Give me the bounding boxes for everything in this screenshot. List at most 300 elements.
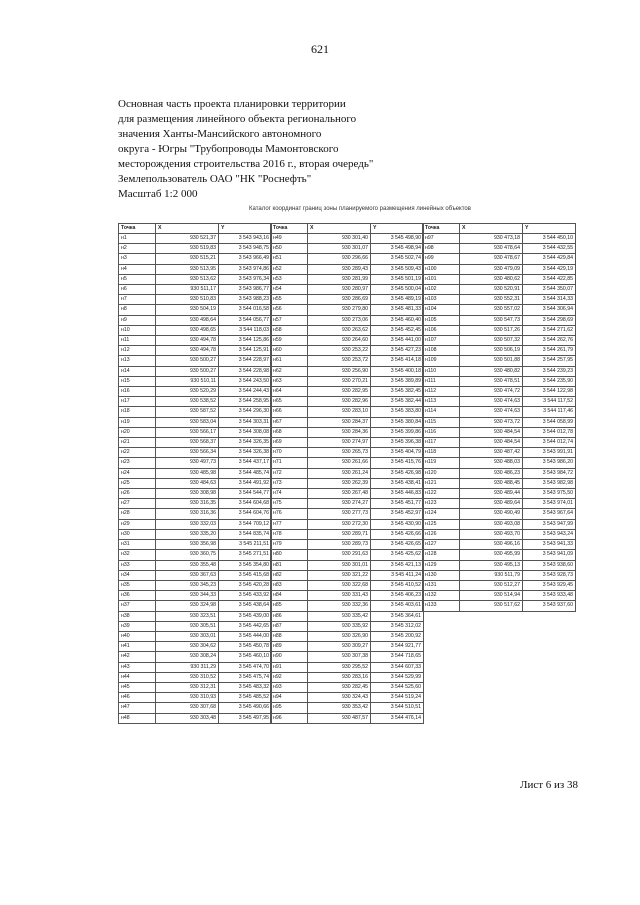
y-cell: 3 545 383,80 xyxy=(371,407,424,417)
x-cell: 930 513,95 xyxy=(156,264,219,274)
y-cell: 3 543 937,60 xyxy=(523,601,576,611)
point-cell: н1 xyxy=(119,234,156,244)
x-cell: 930 511,17 xyxy=(156,285,219,295)
x-cell: 930 261,24 xyxy=(308,468,371,478)
y-cell: 3 544 056,77 xyxy=(219,315,272,325)
x-cell: 930 301,07 xyxy=(308,244,371,254)
table-row xyxy=(119,662,272,672)
table-row xyxy=(271,519,424,529)
y-cell: 3 545 200,92 xyxy=(371,631,424,641)
table-row xyxy=(423,509,576,519)
table-row xyxy=(423,560,576,570)
x-cell: 930 512,27 xyxy=(460,580,523,590)
point-cell: н39 xyxy=(119,621,156,631)
y-cell: 3 544 476,14 xyxy=(371,713,424,723)
point-cell: н4 xyxy=(119,264,156,274)
point-cell: н21 xyxy=(119,438,156,448)
x-cell: 930 267,48 xyxy=(308,489,371,499)
point-cell: н3 xyxy=(119,254,156,264)
table-row xyxy=(271,652,424,662)
header-line: Масштаб 1:2 000 xyxy=(118,188,198,200)
x-cell: 930 517,26 xyxy=(460,325,523,335)
x-cell: 930 497,73 xyxy=(156,458,219,468)
point-cell: н97 xyxy=(423,234,460,244)
point-cell: н111 xyxy=(423,376,460,386)
y-cell: 3 543 986,77 xyxy=(219,285,272,295)
table-row xyxy=(119,550,272,560)
point-cell: н131 xyxy=(423,580,460,590)
coordinate-table-1 xyxy=(118,223,272,724)
point-cell: н96 xyxy=(271,713,308,723)
point-cell: н55 xyxy=(271,295,308,305)
table-row xyxy=(119,458,272,468)
y-cell: 3 544 058,99 xyxy=(523,417,576,427)
column-header-x: X xyxy=(156,224,219,234)
point-cell: н105 xyxy=(423,315,460,325)
y-cell: 3 544 604,68 xyxy=(219,499,272,509)
point-cell: н9 xyxy=(119,315,156,325)
x-cell: 930 498,65 xyxy=(156,325,219,335)
table-row xyxy=(119,570,272,580)
y-cell: 3 545 460,40 xyxy=(371,315,424,325)
point-cell: н103 xyxy=(423,295,460,305)
y-cell: 3 544 308,08 xyxy=(219,427,272,437)
y-cell: 3 545 382,44 xyxy=(371,397,424,407)
point-cell: н5 xyxy=(119,274,156,284)
x-cell: 930 552,31 xyxy=(460,295,523,305)
coordinate-table-3 xyxy=(422,223,576,612)
table-row xyxy=(119,234,272,244)
table-row xyxy=(119,540,272,550)
x-cell: 930 277,73 xyxy=(308,509,371,519)
y-cell: 3 545 426,65 xyxy=(371,540,424,550)
table-row xyxy=(423,407,576,417)
point-cell: н38 xyxy=(119,611,156,621)
x-cell: 930 484,63 xyxy=(156,478,219,488)
y-cell: 3 544 544,77 xyxy=(219,489,272,499)
x-cell: 930 321,22 xyxy=(308,570,371,580)
table-row xyxy=(423,295,576,305)
x-cell: 930 270,21 xyxy=(308,376,371,386)
y-cell: 3 543 982,98 xyxy=(523,478,576,488)
y-cell: 3 545 451,77 xyxy=(371,499,424,509)
table-row xyxy=(119,305,272,315)
point-cell: н121 xyxy=(423,478,460,488)
table-row xyxy=(423,285,576,295)
x-cell: 930 289,73 xyxy=(308,540,371,550)
point-cell: н11 xyxy=(119,336,156,346)
column-header-x: X xyxy=(460,224,523,234)
x-cell: 930 289,71 xyxy=(308,529,371,539)
y-cell: 3 545 399,86 xyxy=(371,427,424,437)
point-cell: н47 xyxy=(119,703,156,713)
y-cell: 3 545 430,90 xyxy=(371,519,424,529)
header-line: для размещения линейного объекта регионального xyxy=(118,113,357,125)
y-cell: 3 545 439,00 xyxy=(219,611,272,621)
x-cell: 930 284,36 xyxy=(308,427,371,437)
table-row xyxy=(271,631,424,641)
x-cell: 930 489,44 xyxy=(460,489,523,499)
x-cell: 930 493,70 xyxy=(460,529,523,539)
y-cell: 3 545 271,51 xyxy=(219,550,272,560)
point-cell: н44 xyxy=(119,672,156,682)
x-cell: 930 309,27 xyxy=(308,642,371,652)
x-cell: 930 280,97 xyxy=(308,285,371,295)
table-row xyxy=(119,621,272,631)
table-row xyxy=(119,529,272,539)
point-cell: н84 xyxy=(271,591,308,601)
x-cell: 930 521,37 xyxy=(156,234,219,244)
table-row xyxy=(271,529,424,539)
table-row xyxy=(119,601,272,611)
point-cell: н120 xyxy=(423,468,460,478)
table-row xyxy=(271,591,424,601)
x-cell: 930 489,64 xyxy=(460,499,523,509)
table-row xyxy=(271,254,424,264)
table-row xyxy=(423,529,576,539)
y-cell: 3 544 235,90 xyxy=(523,376,576,386)
table-row xyxy=(119,713,272,723)
point-cell: н62 xyxy=(271,366,308,376)
header-line: округа - Югры "Трубопроводы Мамонтовского xyxy=(118,143,339,155)
y-cell: 3 543 974,86 xyxy=(219,264,272,274)
x-cell: 930 295,52 xyxy=(308,662,371,672)
table-row xyxy=(271,489,424,499)
table-row xyxy=(423,438,576,448)
point-cell: н40 xyxy=(119,631,156,641)
table-row xyxy=(271,662,424,672)
x-cell: 930 519,83 xyxy=(156,244,219,254)
point-cell: н113 xyxy=(423,397,460,407)
y-cell: 3 545 364,61 xyxy=(371,611,424,621)
point-cell: н90 xyxy=(271,652,308,662)
table-row xyxy=(119,560,272,570)
point-cell: н45 xyxy=(119,682,156,692)
x-cell: 930 265,73 xyxy=(308,448,371,458)
table-row xyxy=(119,591,272,601)
x-cell: 930 356,98 xyxy=(156,540,219,550)
y-cell: 3 545 485,52 xyxy=(219,693,272,703)
table-row xyxy=(423,264,576,274)
x-cell: 930 353,42 xyxy=(308,703,371,713)
x-cell: 930 274,27 xyxy=(308,499,371,509)
table-row xyxy=(119,285,272,295)
table-row xyxy=(423,601,576,611)
y-cell: 3 545 404,79 xyxy=(371,448,424,458)
x-cell: 930 520,29 xyxy=(156,387,219,397)
x-cell: 930 283,10 xyxy=(308,407,371,417)
y-cell: 3 544 604,76 xyxy=(219,509,272,519)
table-row xyxy=(271,244,424,254)
x-cell: 930 506,19 xyxy=(460,346,523,356)
y-cell: 3 544 271,62 xyxy=(523,325,576,335)
table-row xyxy=(423,427,576,437)
table-row xyxy=(119,346,272,356)
table-row xyxy=(271,560,424,570)
point-cell: н79 xyxy=(271,540,308,550)
x-cell: 930 279,80 xyxy=(308,305,371,315)
x-cell: 930 495,99 xyxy=(460,550,523,560)
y-cell: 3 545 312,02 xyxy=(371,621,424,631)
table-row xyxy=(423,478,576,488)
table-row xyxy=(423,580,576,590)
point-cell: н129 xyxy=(423,560,460,570)
x-cell: 930 538,52 xyxy=(156,397,219,407)
point-cell: н18 xyxy=(119,407,156,417)
table-row xyxy=(271,397,424,407)
x-cell: 930 335,20 xyxy=(156,529,219,539)
table-row xyxy=(271,693,424,703)
point-cell: н58 xyxy=(271,325,308,335)
x-cell: 930 474,63 xyxy=(460,407,523,417)
point-cell: н115 xyxy=(423,417,460,427)
table-row xyxy=(271,274,424,284)
table-row xyxy=(423,458,576,468)
y-cell: 3 544 491,92 xyxy=(219,478,272,488)
point-cell: н114 xyxy=(423,407,460,417)
y-cell: 3 545 420,28 xyxy=(219,580,272,590)
table-row xyxy=(119,295,272,305)
point-cell: н12 xyxy=(119,346,156,356)
table-row xyxy=(423,591,576,601)
x-cell: 930 493,08 xyxy=(460,519,523,529)
point-cell: н112 xyxy=(423,387,460,397)
point-cell: н107 xyxy=(423,336,460,346)
x-cell: 930 557,02 xyxy=(460,305,523,315)
table-row xyxy=(119,693,272,703)
table-row xyxy=(423,376,576,386)
x-cell: 930 308,98 xyxy=(156,489,219,499)
y-cell: 3 544 525,60 xyxy=(371,682,424,692)
x-cell: 930 316,35 xyxy=(156,499,219,509)
point-cell: н48 xyxy=(119,713,156,723)
table-row xyxy=(271,468,424,478)
x-cell: 930 331,43 xyxy=(308,591,371,601)
table-row xyxy=(119,682,272,692)
document-header xyxy=(118,97,538,202)
y-cell: 3 544 257,95 xyxy=(523,356,576,366)
y-cell: 3 544 485,74 xyxy=(219,468,272,478)
point-cell: н64 xyxy=(271,387,308,397)
point-cell: н8 xyxy=(119,305,156,315)
point-cell: н75 xyxy=(271,499,308,509)
point-cell: н122 xyxy=(423,489,460,499)
table-row xyxy=(119,315,272,325)
point-cell: н73 xyxy=(271,478,308,488)
x-cell: 930 473,18 xyxy=(460,234,523,244)
y-cell: 3 544 429,19 xyxy=(523,264,576,274)
table-row xyxy=(119,427,272,437)
x-cell: 930 480,82 xyxy=(460,366,523,376)
y-cell: 3 544 510,51 xyxy=(371,703,424,713)
x-cell: 930 311,29 xyxy=(156,662,219,672)
x-cell: 930 511,79 xyxy=(460,570,523,580)
point-cell: н24 xyxy=(119,468,156,478)
table-row xyxy=(423,356,576,366)
x-cell: 930 284,37 xyxy=(308,417,371,427)
point-cell: н123 xyxy=(423,499,460,509)
point-cell: н52 xyxy=(271,264,308,274)
x-cell: 930 256,90 xyxy=(308,366,371,376)
x-cell: 930 484,54 xyxy=(460,438,523,448)
x-cell: 930 272,30 xyxy=(308,519,371,529)
y-cell: 3 545 483,32 xyxy=(219,682,272,692)
x-cell: 930 307,68 xyxy=(156,703,219,713)
x-cell: 930 345,23 xyxy=(156,580,219,590)
point-cell: н37 xyxy=(119,601,156,611)
x-cell: 930 487,42 xyxy=(460,448,523,458)
table-row xyxy=(271,305,424,315)
y-cell: 3 544 607,33 xyxy=(371,662,424,672)
x-cell: 930 490,49 xyxy=(460,509,523,519)
y-cell: 3 544 306,94 xyxy=(523,305,576,315)
point-cell: н15 xyxy=(119,376,156,386)
x-cell: 930 479,09 xyxy=(460,264,523,274)
y-cell: 3 545 211,51 xyxy=(219,540,272,550)
table-row xyxy=(423,540,576,550)
y-cell: 3 544 429,84 xyxy=(523,254,576,264)
x-cell: 930 303,48 xyxy=(156,713,219,723)
x-cell: 930 301,01 xyxy=(308,560,371,570)
column-header-y: Y xyxy=(219,224,272,234)
point-cell: н89 xyxy=(271,642,308,652)
table-row xyxy=(119,336,272,346)
point-cell: н43 xyxy=(119,662,156,672)
y-cell: 3 545 414,18 xyxy=(371,356,424,366)
point-cell: н117 xyxy=(423,438,460,448)
point-cell: н109 xyxy=(423,356,460,366)
point-cell: н133 xyxy=(423,601,460,611)
table-row xyxy=(271,376,424,386)
table-row xyxy=(423,254,576,264)
y-cell: 3 545 498,94 xyxy=(371,244,424,254)
table-row xyxy=(271,315,424,325)
table-row xyxy=(119,397,272,407)
table-row xyxy=(271,427,424,437)
column-header-y: Y xyxy=(371,224,424,234)
point-cell: н80 xyxy=(271,550,308,560)
point-cell: н2 xyxy=(119,244,156,254)
point-cell: н118 xyxy=(423,448,460,458)
point-cell: н54 xyxy=(271,285,308,295)
y-cell: 3 545 474,70 xyxy=(219,662,272,672)
x-cell: 930 322,68 xyxy=(308,580,371,590)
y-cell: 3 545 382,45 xyxy=(371,387,424,397)
x-cell: 930 480,62 xyxy=(460,274,523,284)
point-cell: н88 xyxy=(271,631,308,641)
x-cell: 930 264,60 xyxy=(308,336,371,346)
y-cell: 3 545 452,45 xyxy=(371,325,424,335)
x-cell: 930 312,31 xyxy=(156,682,219,692)
table-row xyxy=(423,234,576,244)
x-cell: 930 316,36 xyxy=(156,509,219,519)
table-row xyxy=(271,407,424,417)
table-row xyxy=(271,682,424,692)
header-line: Землепользователь ОАО "НК "Роснефть" xyxy=(118,173,312,185)
x-cell: 930 326,90 xyxy=(308,631,371,641)
table-row xyxy=(119,642,272,652)
x-cell: 930 510,11 xyxy=(156,376,219,386)
table-row xyxy=(423,489,576,499)
point-cell: н101 xyxy=(423,274,460,284)
table-row xyxy=(271,346,424,356)
y-cell: 3 545 426,66 xyxy=(371,529,424,539)
y-cell: 3 545 415,68 xyxy=(219,570,272,580)
y-cell: 3 545 410,52 xyxy=(371,580,424,590)
y-cell: 3 545 396,38 xyxy=(371,438,424,448)
x-cell: 930 289,43 xyxy=(308,264,371,274)
x-cell: 930 332,03 xyxy=(156,519,219,529)
x-cell: 930 583,04 xyxy=(156,417,219,427)
table-row xyxy=(119,631,272,641)
y-cell: 3 545 433,92 xyxy=(219,591,272,601)
point-cell: н85 xyxy=(271,601,308,611)
y-cell: 3 544 117,46 xyxy=(523,407,576,417)
table-row xyxy=(423,397,576,407)
x-cell: 930 478,67 xyxy=(460,254,523,264)
column-header-y: Y xyxy=(523,224,576,234)
x-cell: 930 587,52 xyxy=(156,407,219,417)
y-cell: 3 545 509,43 xyxy=(371,264,424,274)
x-cell: 930 514,94 xyxy=(460,591,523,601)
y-cell: 3 543 948,75 xyxy=(219,244,272,254)
x-cell: 930 568,37 xyxy=(156,438,219,448)
point-cell: н35 xyxy=(119,580,156,590)
x-cell: 930 488,03 xyxy=(460,458,523,468)
x-cell: 930 517,62 xyxy=(460,601,523,611)
point-cell: н110 xyxy=(423,366,460,376)
x-cell: 930 355,48 xyxy=(156,560,219,570)
table-row xyxy=(119,478,272,488)
table-row xyxy=(119,499,272,509)
y-cell: 3 543 941,33 xyxy=(523,540,576,550)
x-cell: 930 547,73 xyxy=(460,315,523,325)
point-cell: н51 xyxy=(271,254,308,264)
x-cell: 930 282,95 xyxy=(308,387,371,397)
y-cell: 3 543 941,09 xyxy=(523,550,576,560)
x-cell: 930 520,91 xyxy=(460,285,523,295)
x-cell: 930 474,63 xyxy=(460,397,523,407)
table-row xyxy=(423,346,576,356)
header-line: значения Ханты-Мансийского автономного xyxy=(118,128,322,140)
x-cell: 930 478,51 xyxy=(460,376,523,386)
point-cell: н130 xyxy=(423,570,460,580)
y-cell: 3 544 350,07 xyxy=(523,285,576,295)
x-cell: 930 310,93 xyxy=(156,693,219,703)
y-cell: 3 543 976,34 xyxy=(219,274,272,284)
table-row xyxy=(271,611,424,621)
table-row xyxy=(119,325,272,335)
x-cell: 930 485,98 xyxy=(156,468,219,478)
x-cell: 930 513,62 xyxy=(156,274,219,284)
point-cell: н127 xyxy=(423,540,460,550)
y-cell: 3 544 244,43 xyxy=(219,387,272,397)
x-cell: 930 507,32 xyxy=(460,336,523,346)
x-cell: 930 360,75 xyxy=(156,550,219,560)
point-cell: н100 xyxy=(423,264,460,274)
x-cell: 930 296,66 xyxy=(308,254,371,264)
y-cell: 3 544 117,52 xyxy=(523,397,576,407)
y-cell: 3 544 326,38 xyxy=(219,448,272,458)
x-cell: 930 494,78 xyxy=(156,346,219,356)
x-cell: 930 332,36 xyxy=(308,601,371,611)
point-cell: н59 xyxy=(271,336,308,346)
table-row xyxy=(271,438,424,448)
y-cell: 3 545 460,10 xyxy=(219,652,272,662)
x-cell: 930 501,88 xyxy=(460,356,523,366)
point-cell: н81 xyxy=(271,560,308,570)
y-cell: 3 545 427,23 xyxy=(371,346,424,356)
